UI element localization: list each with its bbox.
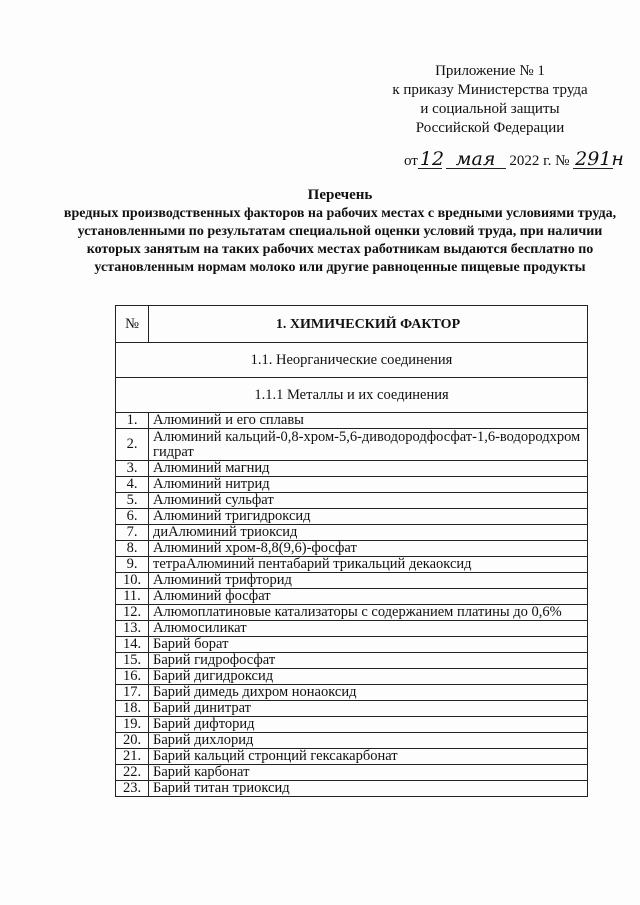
table-row	[116, 573, 588, 589]
row-substance: Барий кальций стронций гексакарбонат	[149, 749, 588, 765]
table-row	[116, 765, 588, 781]
row-number: 18.	[116, 701, 149, 717]
order-prefix: от	[404, 153, 418, 169]
title-body: вредных производственных факторов на рабочих местах с вредными условиями труда, установленными по результатам специальной оценки условий труда, при наличии которых занятым на таких рабочих местах работникам выдаются бесплатно по установленным нормам молоко или другие равноценные пищевые продукты	[63, 206, 617, 275]
table-row	[116, 557, 588, 573]
table-row	[116, 621, 588, 637]
row-number: 9.	[116, 557, 149, 573]
row-number: 6.	[116, 509, 149, 525]
factors-table	[115, 305, 588, 797]
title-heading: Перечень	[307, 187, 373, 203]
row-number: 5.	[116, 493, 149, 509]
row-substance: Барий дифторид	[149, 717, 588, 733]
row-substance: Алюминий кальций-0,8-хром-5,6-диводородфосфат-1,6-водородхром гидрат	[149, 429, 588, 461]
row-number: 10.	[116, 573, 149, 589]
appendix-block	[380, 62, 600, 138]
row-number: 19.	[116, 717, 149, 733]
row-substance: Алюмоплатиновые катализаторы с содержанием платины до 0,6%	[149, 605, 588, 621]
row-substance: Барий динитрат	[149, 701, 588, 717]
row-number: 1.	[116, 413, 149, 429]
row-substance: тетраАлюминий пентабарий трикальций декаоксид	[149, 557, 588, 573]
order-day: 12	[419, 148, 445, 170]
row-number: 22.	[116, 765, 149, 781]
order-month: мая	[446, 150, 506, 169]
appendix-line-3: и социальной защиты	[420, 101, 560, 117]
row-substance: Алюминий магнид	[149, 461, 588, 477]
row-substance: Алюминий сульфат	[149, 493, 588, 509]
table-row	[116, 749, 588, 765]
row-substance: Алюминий хром-8,8(9,6)-фосфат	[149, 541, 588, 557]
row-substance: Алюминий нитрид	[149, 477, 588, 493]
row-substance: Барий гидрофосфат	[149, 653, 588, 669]
row-substance: Барий дихлорид	[149, 733, 588, 749]
order-number: 291н	[575, 148, 624, 170]
document-title	[60, 186, 620, 277]
section-metals-label: 1.1.1 Металлы и их соединения	[116, 378, 588, 413]
order-year: 2022 г. №	[509, 153, 570, 169]
row-number: 3.	[116, 461, 149, 477]
row-substance: Барий титан триоксид	[149, 781, 588, 797]
row-number: 13.	[116, 621, 149, 637]
row-number: 14.	[116, 637, 149, 653]
table-row	[116, 461, 588, 477]
row-number: 16.	[116, 669, 149, 685]
row-number: 23.	[116, 781, 149, 797]
table-row	[116, 477, 588, 493]
table-row	[116, 637, 588, 653]
appendix-line-1: Приложение № 1	[435, 63, 545, 79]
section-inorganic-label: 1.1. Неорганические соединения	[116, 343, 588, 378]
table-row	[116, 733, 588, 749]
table-row	[116, 509, 588, 525]
row-substance: Барий дигидроксид	[149, 669, 588, 685]
appendix-line-2: к приказу Министерства труда	[392, 82, 588, 98]
row-number: 20.	[116, 733, 149, 749]
row-number: 11.	[116, 589, 149, 605]
table-row	[116, 413, 588, 429]
table-row	[116, 525, 588, 541]
row-number: 7.	[116, 525, 149, 541]
row-substance: Алюминий тригидроксид	[149, 509, 588, 525]
row-substance: Барий борат	[149, 637, 588, 653]
section-row-metals	[116, 378, 588, 413]
section-row-inorganic	[116, 343, 588, 378]
header-factor: 1. ХИМИЧЕСКИЙ ФАКТОР	[149, 306, 588, 343]
appendix-line-4: Российской Федерации	[415, 120, 565, 136]
table-row	[116, 669, 588, 685]
row-substance: Алюминий и его сплавы	[149, 413, 588, 429]
row-number: 21.	[116, 749, 149, 765]
table-row	[116, 589, 588, 605]
table-row	[116, 781, 588, 797]
row-number: 12.	[116, 605, 149, 621]
table-row	[116, 685, 588, 701]
table-row	[116, 493, 588, 509]
row-number: 15.	[116, 653, 149, 669]
row-substance: Алюминий фосфат	[149, 589, 588, 605]
order-date-number	[404, 148, 624, 170]
table-row	[116, 429, 588, 461]
table-row	[116, 605, 588, 621]
row-substance: Алюминий трифторид	[149, 573, 588, 589]
table-row	[116, 653, 588, 669]
row-substance: Алюмосиликат	[149, 621, 588, 637]
table-row	[116, 701, 588, 717]
row-number: 17.	[116, 685, 149, 701]
row-substance: диАлюминий триоксид	[149, 525, 588, 541]
row-substance: Барий карбонат	[149, 765, 588, 781]
row-number: 4.	[116, 477, 149, 493]
table-row	[116, 717, 588, 733]
row-number: 2.	[116, 429, 149, 461]
row-substance: Барий димедь дихром нонаоксид	[149, 685, 588, 701]
table-header-row	[116, 306, 588, 343]
row-number: 8.	[116, 541, 149, 557]
header-number: №	[116, 306, 149, 343]
table-row	[116, 541, 588, 557]
